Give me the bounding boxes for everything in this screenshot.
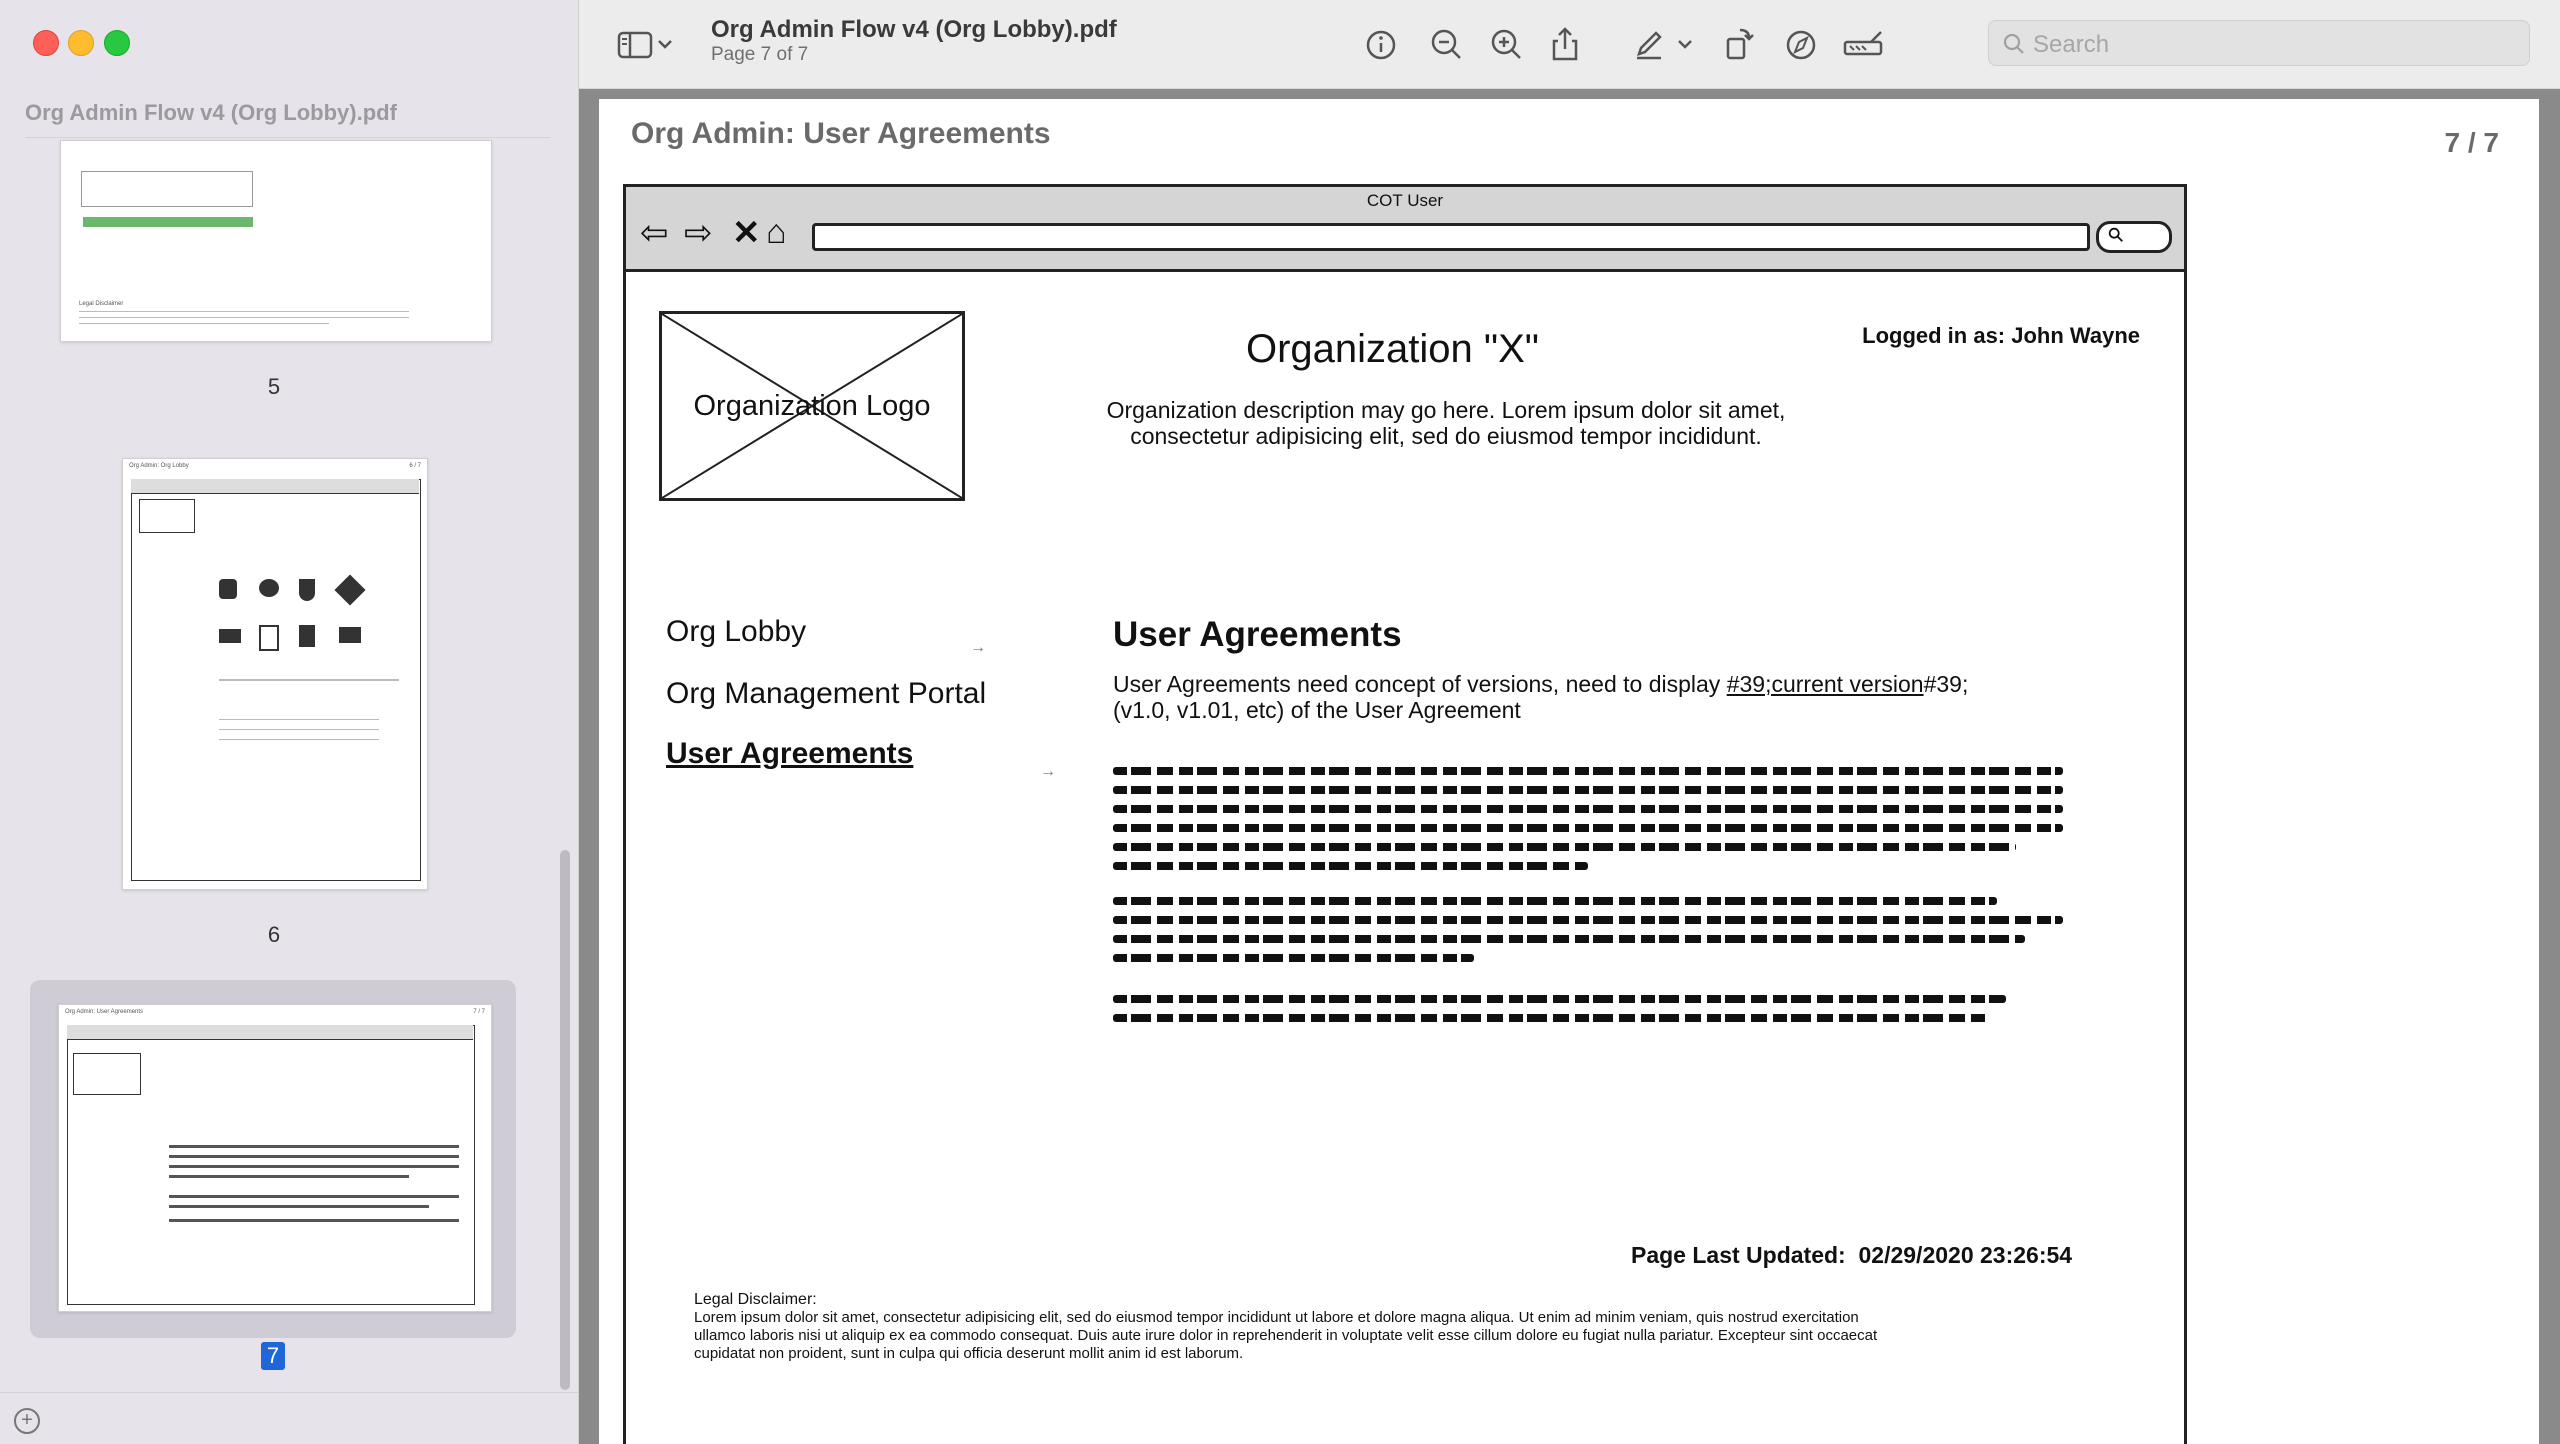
stop-icon: ✕	[732, 214, 761, 252]
share-icon[interactable]	[1545, 24, 1585, 64]
close-window-button[interactable]	[33, 30, 59, 56]
last-updated-value: 02/29/2020 23:26:54	[1858, 1242, 2073, 1268]
agreement-scribble-paragraph-1	[1113, 767, 2063, 881]
search-placeholder: Search	[2033, 31, 2110, 58]
markup-chevron-down-icon[interactable]	[1675, 24, 1695, 64]
sidebar-divider	[25, 137, 550, 138]
org-name: Organization "X"	[1246, 327, 1539, 371]
thumb-legal-text: Legal Disclaimer	[79, 301, 124, 307]
browser-chrome	[626, 187, 2184, 272]
minimize-window-button[interactable]	[68, 30, 94, 56]
document-title: Org Admin Flow v4 (Org Lobby).pdf	[711, 16, 1117, 43]
browser-wireframe	[623, 184, 2187, 1444]
magnifier-icon	[2107, 226, 2125, 244]
thumbnail-number-5: 5	[267, 374, 281, 399]
search-icon	[2001, 31, 2027, 57]
search-field[interactable]	[1988, 20, 2530, 66]
org-logo-placeholder	[659, 311, 965, 501]
logged-in-user: Logged in as: John Wayne	[1862, 323, 2140, 348]
thumb7-logo	[73, 1053, 141, 1095]
thumb-select-box	[81, 171, 253, 207]
thumbnail-page-7[interactable]	[58, 1004, 492, 1312]
thumb6-count: 6 / 7	[409, 463, 421, 469]
address-bar	[812, 223, 2090, 251]
page-last-updated	[1631, 1242, 2072, 1269]
zoom-in-icon[interactable]	[1487, 24, 1527, 64]
legal-disclaimer-title: Legal Disclaimer:	[694, 1291, 817, 1308]
last-updated-label: Page Last Updated:	[1631, 1242, 1846, 1268]
ua-desc-text: User Agreements need concept of versions, need to display	[1113, 671, 1727, 697]
page-indicator: Page 7 of 7	[711, 44, 809, 65]
sidebar	[0, 0, 579, 1444]
nav-arrow-icon-2: →	[1040, 763, 1056, 780]
thumb6-logo	[139, 499, 195, 533]
page-header: Org Admin: User Agreements	[631, 117, 1051, 150]
sidebar-title: Org Admin Flow v4 (Org Lobby).pdf	[25, 100, 397, 125]
legal-disclaimer-text: Lorem ipsum dolor sit amet, consectetur adipisicing elit, sed do eiusmod tempor incididunt ut labore et dolore magna aliqua. Ut enim ad minim veniam, quis nostrud exercitation ullamco laboris nisi ut aliquip ex ea commodo consequat. Duis aute irure dolor in reprehenderit in voluptate velit esse cillum dolore eu fugiat nulla pariatur. Excepteur sint occaecat cupidatat non proident, sunt in culpa qui officia deserunt mollit anim id est laborum.	[694, 1309, 1878, 1362]
thumbnail-number-7-selected: 7	[261, 1342, 285, 1370]
ua-desc-line2: (v1.0, v1.01, etc) of the User Agreement	[1113, 697, 1521, 723]
thumb6-title: Org Admin: Org Lobby	[129, 463, 189, 469]
nav-org-management-portal: Org Management Portal	[666, 677, 987, 710]
thumbnail-number-6: 6	[267, 922, 281, 947]
ua-desc-link: #39;current version	[1726, 671, 1924, 697]
nav-arrow-icon: →	[970, 639, 986, 656]
browser-title: COT User	[1366, 191, 1444, 210]
user-agreements-title: User Agreements	[1113, 615, 1402, 654]
pdf-page	[599, 99, 2539, 1444]
thumb7-count: 7 / 7	[473, 1009, 485, 1015]
agreement-scribble-paragraph-2	[1113, 897, 2063, 973]
add-page-icon[interactable]: +	[14, 1408, 40, 1434]
page-count: 7 / 7	[2444, 127, 2499, 158]
org-description: Organization description may go here. Lorem ipsum dolor sit amet, consectetur adipisicing elit, sed do eiusmod tempor incididunt.	[1106, 397, 1786, 449]
markup-pen-icon[interactable]	[1629, 24, 1669, 64]
annotate-icon[interactable]	[1781, 24, 1821, 64]
nav-user-agreements: User Agreements	[666, 737, 914, 770]
user-agreements-description	[1113, 671, 2033, 723]
forward-arrow-icon: ⇨	[684, 214, 713, 252]
rotate-icon[interactable]	[1719, 24, 1759, 64]
chevron-down-icon[interactable]	[655, 24, 675, 64]
thumbnail-page-5[interactable]	[60, 140, 492, 342]
toolbar	[579, 0, 2560, 89]
info-icon[interactable]	[1361, 24, 1401, 64]
back-arrow-icon: ⇦	[640, 214, 669, 252]
agreement-scribble-paragraph-3	[1113, 995, 2063, 1033]
browser-search-pill	[2096, 221, 2172, 253]
ua-desc-text-2: #39;	[1923, 671, 1969, 697]
signature-icon[interactable]	[1841, 24, 1887, 64]
home-icon: ⌂	[766, 213, 787, 251]
sidebar-toggle-icon[interactable]	[615, 24, 655, 64]
sidebar-scrollbar[interactable]	[560, 850, 570, 1390]
thumb7-title: Org Admin: User Agreements	[65, 1009, 144, 1015]
zoom-out-icon[interactable]	[1427, 24, 1467, 64]
document-view[interactable]	[579, 89, 2560, 1444]
org-logo-label: Organization Logo	[693, 390, 931, 422]
thumbnail-page-6[interactable]	[122, 458, 428, 890]
thumb-green-button	[83, 217, 253, 227]
maximize-window-button[interactable]	[104, 30, 130, 56]
nav-org-lobby: Org Lobby	[666, 615, 807, 648]
